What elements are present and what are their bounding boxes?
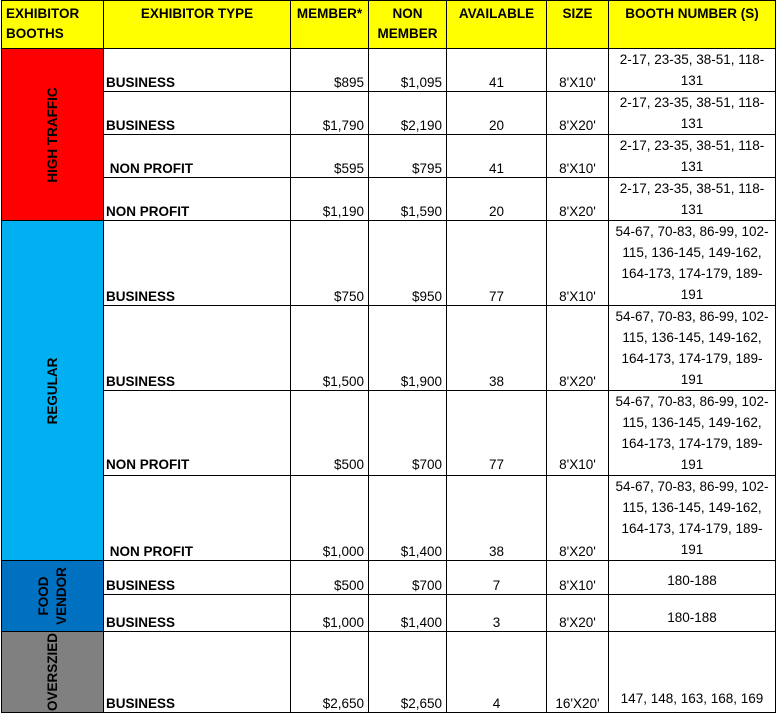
category-regular [2,221,104,561]
category-label: FOOD VENDOR [35,567,69,625]
exhibitor-type-cell: BUSINESS [104,632,291,713]
booth-numbers-cell: 2-17, 23-35, 38-51, 118-131 [609,92,776,135]
non-member-price-cell: $795 [369,135,447,178]
booth-numbers-cell: 180-188 [609,595,776,632]
non-member-price-cell: $950 [369,221,447,306]
non-member-price-cell: $2,650 [369,632,447,713]
header-booth-numbers: BOOTH NUMBER (S) [609,1,776,49]
booth-numbers-cell: 147, 148, 163, 168, 169 [609,632,776,713]
booth-numbers-cell: 2-17, 23-35, 38-51, 118-131 [609,178,776,221]
size-cell: 8'X20' [547,92,609,135]
table-row [2,391,776,476]
exhibitor-type-cell: BUSINESS [104,49,291,92]
size-cell: 8'X10' [547,561,609,595]
size-cell: 8'X10' [547,135,609,178]
booth-numbers-cell: 2-17, 23-35, 38-51, 118-131 [609,135,776,178]
exhibitor-type-cell: NON PROFIT [104,391,291,476]
category-label: REGULAR [44,357,60,424]
non-member-price-cell: $1,900 [369,306,447,391]
exhibitor-type-cell: BUSINESS [104,306,291,391]
member-price-cell: $500 [291,391,369,476]
header-member: MEMBER* [291,1,369,49]
member-price-cell: $750 [291,221,369,306]
category-high-traffic [2,49,104,221]
available-cell: 38 [447,476,547,561]
booth-numbers-cell: 54-67, 70-83, 86-99, 102-115, 136-145, 149-162, 164-173, 174-179, 189-191 [609,391,776,476]
booth-numbers-cell: 54-67, 70-83, 86-99, 102-115, 136-145, 149-162, 164-173, 174-179, 189-191 [609,221,776,306]
booth-numbers-cell: 180-188 [609,561,776,595]
member-price-cell: $595 [291,135,369,178]
non-member-price-cell: $1,590 [369,178,447,221]
size-cell: 8'X20' [547,595,609,632]
non-member-price-cell: $700 [369,561,447,595]
size-cell: 8'X10' [547,391,609,476]
non-member-price-cell: $2,190 [369,92,447,135]
member-price-cell: $1,190 [291,178,369,221]
available-cell: 20 [447,178,547,221]
exhibitor-type-cell: NON PROFIT [104,178,291,221]
exhibitor-booth-table [1,0,776,713]
size-cell: 8'X20' [547,476,609,561]
category-label: HIGH TRAFFIC [44,86,60,183]
non-member-price-cell: $1,400 [369,476,447,561]
available-cell: 41 [447,135,547,178]
table-row [2,92,776,135]
booth-numbers-cell: 54-67, 70-83, 86-99, 102-115, 136-145, 149-162, 164-173, 174-179, 189-191 [609,306,776,391]
header-exhibitor-type: EXHIBITOR TYPE [104,1,291,49]
available-cell: 41 [447,49,547,92]
available-cell: 3 [447,595,547,632]
table-row [2,561,776,595]
size-cell: 8'X10' [547,49,609,92]
size-cell: 8'X20' [547,178,609,221]
exhibitor-type-cell: BUSINESS [104,92,291,135]
non-member-price-cell: $1,095 [369,49,447,92]
size-cell: 16'X20' [547,632,609,713]
header-size: SIZE [547,1,609,49]
available-cell: 20 [447,92,547,135]
table-row [2,476,776,561]
table-row [2,49,776,92]
available-cell: 77 [447,221,547,306]
table-row [2,178,776,221]
header-exhibitor-booths: EXHIBITOR BOOTHS [2,1,104,49]
header-row [2,1,776,49]
non-member-price-cell: $1,400 [369,595,447,632]
available-cell: 77 [447,391,547,476]
category-label: OVERSZIED [44,632,60,712]
booth-numbers-cell: 2-17, 23-35, 38-51, 118-131 [609,49,776,92]
member-price-cell: $895 [291,49,369,92]
header-available: AVAILABLE [447,1,547,49]
member-price-cell: $2,650 [291,632,369,713]
category-food-vendor [2,561,104,632]
table-row [2,306,776,391]
header-non-member: NON MEMBER [369,1,447,49]
size-cell: 8'X10' [547,221,609,306]
available-cell: 38 [447,306,547,391]
booth-numbers-cell: 54-67, 70-83, 86-99, 102-115, 136-145, 149-162, 164-173, 174-179, 189-191 [609,476,776,561]
available-cell: 4 [447,632,547,713]
exhibitor-type-cell: NON PROFIT [104,135,291,178]
member-price-cell: $1,000 [291,476,369,561]
table-row [2,595,776,632]
available-cell: 7 [447,561,547,595]
table-row [2,632,776,713]
exhibitor-type-cell: BUSINESS [104,595,291,632]
member-price-cell: $1,500 [291,306,369,391]
exhibitor-type-cell: NON PROFIT [104,476,291,561]
member-price-cell: $500 [291,561,369,595]
size-cell: 8'X20' [547,306,609,391]
table-row [2,221,776,306]
category-oversized [2,632,104,713]
table-row [2,135,776,178]
exhibitor-type-cell: BUSINESS [104,561,291,595]
member-price-cell: $1,790 [291,92,369,135]
non-member-price-cell: $700 [369,391,447,476]
exhibitor-type-cell: BUSINESS [104,221,291,306]
member-price-cell: $1,000 [291,595,369,632]
